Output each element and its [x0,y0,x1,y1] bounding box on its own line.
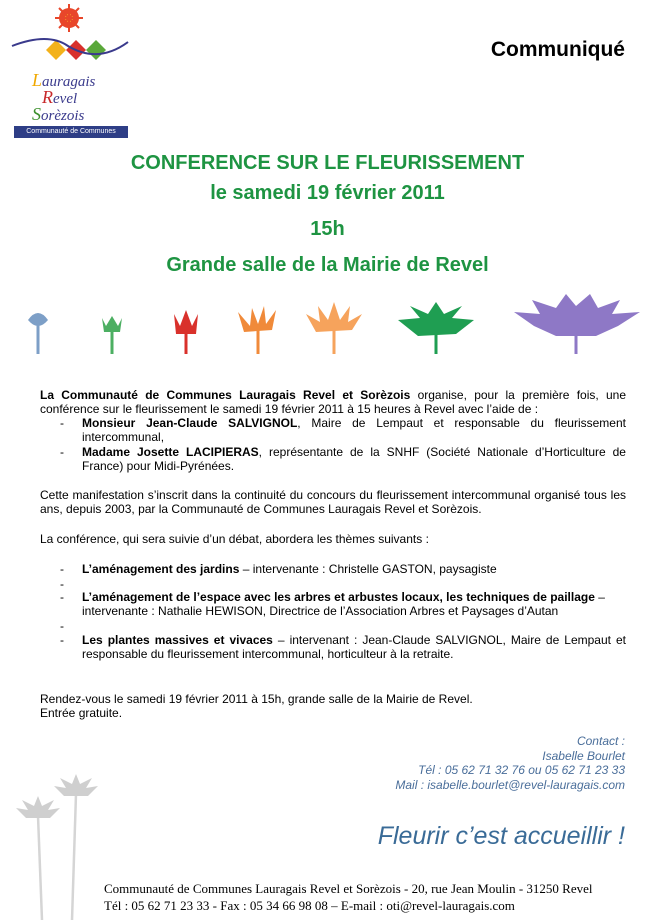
theme-2: L’aménagement de l’espace avec les arbres et arbustes locaux, les techniques de paillage – intervenante : Nathalie HEWISON, Directrice de l’Association Arbres et Paysages d’Autan [82,590,605,618]
flower-orange-icon [238,306,276,354]
theme-1: L’aménagement des jardins – intervenante : Christelle GASTON, paysagiste [82,562,497,576]
logo-line-revel: Revel [42,87,78,107]
closing-line-1: Rendez-vous le samedi 19 février 2011 à 15h, grande salle de la Mairie de Revel. [40,692,473,706]
title-location: Grande salle de la Mairie de Revel [166,254,489,276]
speaker-1-bullet: - [60,416,64,430]
speaker-2: Madame Josette LACIPIERAS, représentante de la SNHF (Société Nationale d’Horticulture de France) pour Midi-Pyrénées. [82,445,626,473]
logo [8,2,133,138]
contact-mail: Mail : isabelle.bourlet@revel-lauragais.com [395,777,625,792]
contact-label: Contact : [576,734,625,748]
logo-emblem-icon [8,2,133,72]
flower-light-orange-icon [306,302,362,354]
theme-3-bullet: - [60,633,64,647]
paragraph-themes-intro: La conférence, qui sera suivie d’un débat, abordera les thèmes suivants : [40,532,429,546]
closing-line-2: Entrée gratuite. [40,706,123,720]
footer-address: Communauté de Communes Lauragais Revel et Sorèzois - 20, rue Jean Moulin - 31250 Revel [104,881,593,896]
logo-line-lauragais: Lauragais [32,70,96,90]
theme-3: Les plantes massives et vivaces – intervenant : Jean-Claude SALVIGNOL, Maire de Lempaut et responsable du fleurissement intercommunal, horticulteur à la retraite. [82,633,627,661]
title-line-1: CONFERENCE SUR LE FLEURISSEMENT [130,152,525,174]
flower-red-icon [174,310,198,354]
theme-empty-bullet-1: - [60,577,64,591]
flowers-banner [0,292,655,362]
speaker-2-bullet: - [60,445,64,459]
decorative-flowers-icon [6,770,116,920]
speaker-1: Monsieur Jean-Claude SALVIGNOL, Maire de Lempaut et responsable du fleurissement intercommunal, [82,416,626,444]
title-date: le samedi 19 février 2011 [210,182,445,204]
theme-1-bullet: - [60,562,64,576]
flower-purple-icon [514,294,640,354]
flower-blue-icon [28,313,48,354]
logo-line-sorezois: Sorèzois [32,104,85,124]
logo-band: Communauté de Communes [14,126,128,138]
paragraph-context: Cette manifestation s’inscrit dans la continuité du concours du fleurissement intercommunal organisé tous les ans, depuis 2003, par la Communauté de Communes Lauragais Revel et Sorèzois. [40,488,626,516]
flower-dark-green-icon [398,302,474,354]
footer [104,880,624,914]
intro-paragraph: La Communauté de Communes Lauragais Revel et Sorèzois organise, pour la première fois, une conférence sur le fleurissement le samedi 19 février 2011 à 15 heures à Revel avec l’aide de : [40,388,626,416]
contact-name: Isabelle Bourlet [542,748,625,763]
contact-block [325,734,625,792]
flower-green-icon [102,316,122,354]
document-type-heading: Communiqué [490,38,625,61]
slogan: Fleurir c’est accueillir ! [377,822,625,850]
footer-contacts: Tél : 05 62 71 23 33 - Fax : 05 34 66 98 08 – E-mail : oti@revel-lauragais.com [104,898,515,913]
contact-phone: Tél : 05 62 71 32 76 ou 05 62 71 23 33 [418,763,625,777]
theme-2-bullet: - [60,590,64,604]
title-time: 15h [310,218,345,240]
theme-empty-bullet-2: - [60,619,64,633]
